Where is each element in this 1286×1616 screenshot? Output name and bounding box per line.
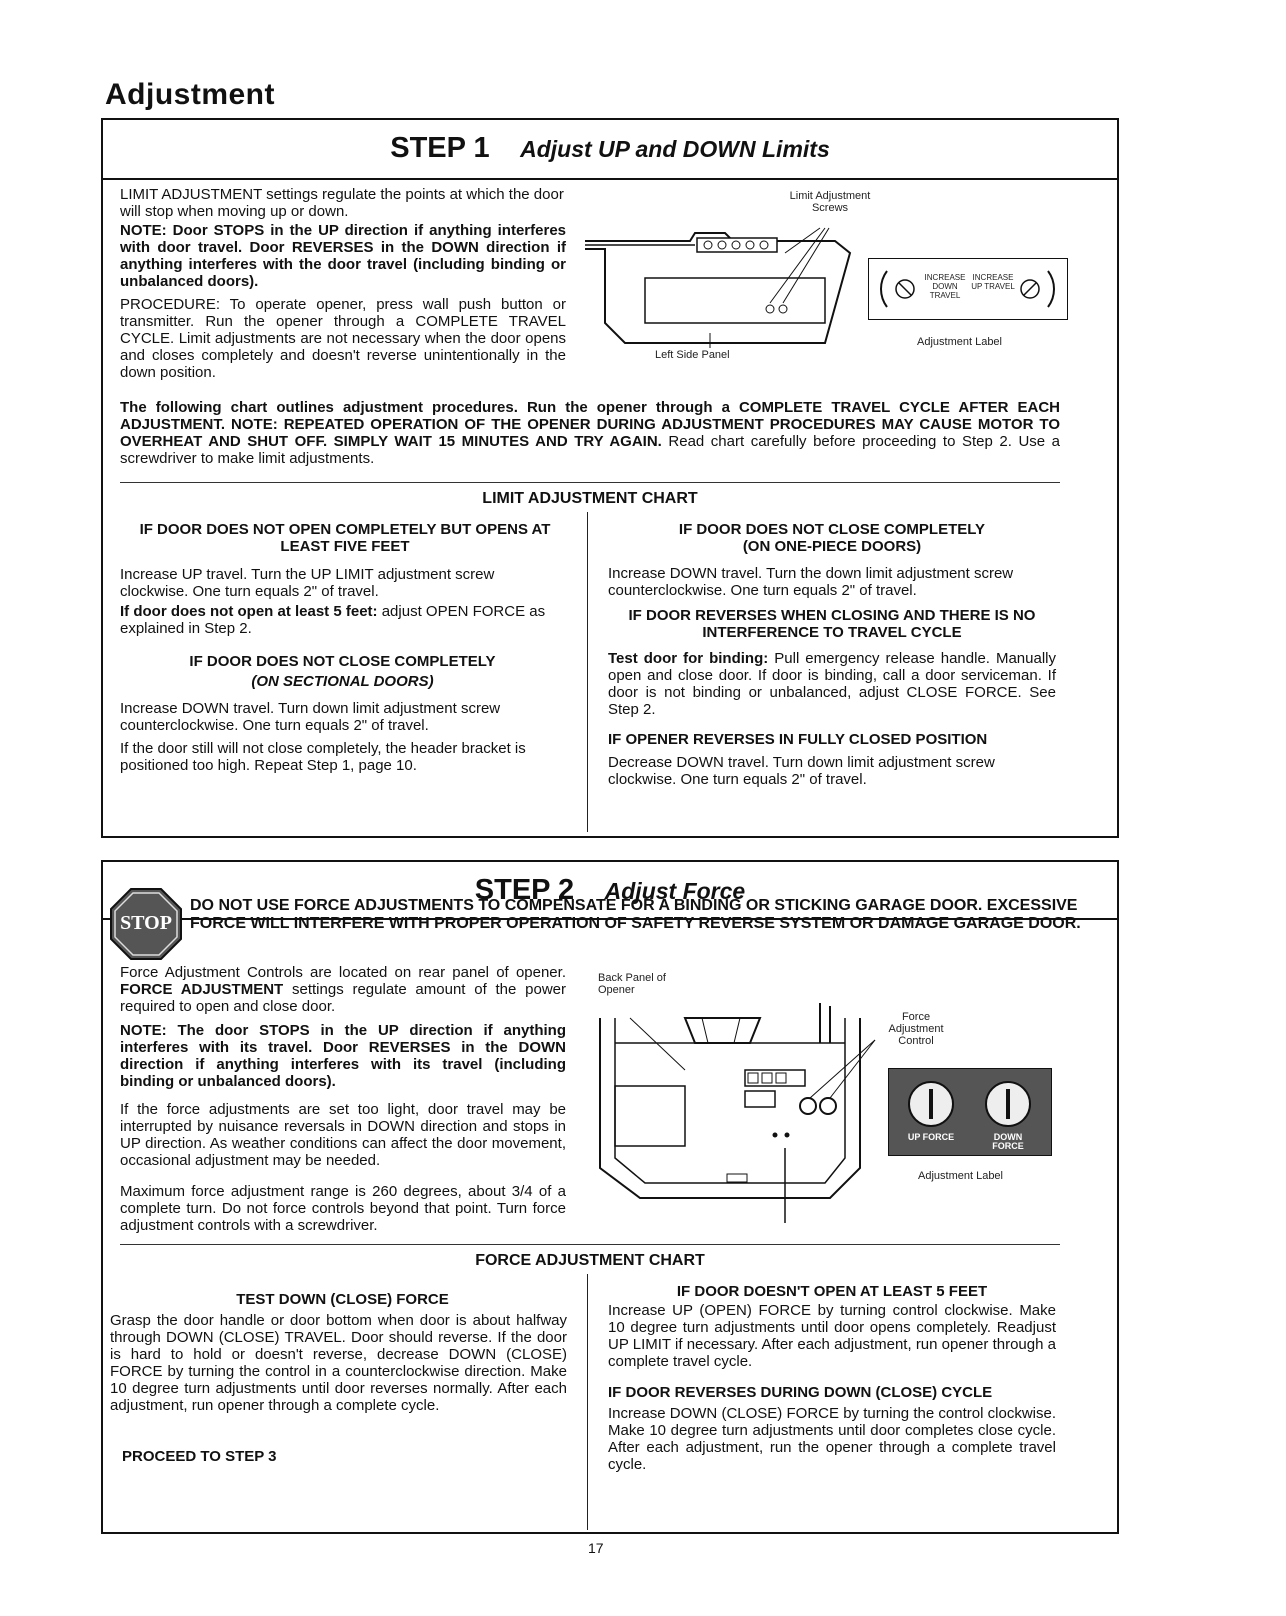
increase-down-travel-text: INCREASE DOWN TRAVEL [924, 273, 966, 300]
back-panel-figure [590, 998, 880, 1228]
stop-sign-text: STOP [120, 912, 172, 934]
limit-adjustment-label-caption: Adjustment Label [917, 336, 1002, 348]
step1-subtitle: Adjust UP and DOWN Limits [520, 136, 830, 162]
force-knob-left-icon [800, 1098, 816, 1114]
page-number: 17 [588, 1540, 604, 1556]
force-right-para-1: Increase UP (OPEN) FORCE by turning control clockwise. Make 10 degree turn adjustments until door opens completely. Readjust UP LIMIT if necessary. After each adjustment, run opener through a complete travel cycle. [608, 1302, 1056, 1370]
limit-left-para-2-bold: If door does not open at least 5 feet: [120, 603, 378, 620]
force-adjustment-label [888, 1068, 1052, 1156]
proceed-to-step3: PROCEED TO STEP 3 [122, 1448, 277, 1465]
force-adjustment-label-caption: Adjustment Label [918, 1170, 1003, 1182]
force-right-para-2: Increase DOWN (CLOSE) FORCE by turning the control clockwise. Make 10 degree turn adjustments until door completes close cycle. After each adjustment, run the opener through a complete travel cycle. [608, 1405, 1056, 1473]
limit-right-para-3: Decrease DOWN travel. Turn down limit adjustment screw clockwise. One turn equals 2" of travel. [608, 754, 995, 788]
limit-adjustment-label [868, 258, 1068, 320]
chart-intro-bold: The following chart outlines adjustment procedures. Run the opener through a COMPLETE TRAVEL CYCLE AFTER EACH ADJUSTMENT. NOTE: REPEATED OPERATION OF THE OPENER DURING ADJUSTMENT PROCEDURES MAY CAUSE MOTOR TO OVERHEAT AND SHUT OFF. SIMPLY WAIT 15 MINUTES AND TRY AGAIN. [120, 399, 1060, 450]
limit-left-para-1: Increase UP travel. Turn the UP LIMIT adjustment screw clockwise. One turn equals 2" of travel. [120, 566, 495, 600]
limit-left-heading-2b: (ON SECTIONAL DOORS) [251, 673, 434, 690]
stop-sign-icon [110, 888, 182, 960]
step1-chart-intro [120, 399, 1060, 467]
step2-divider [120, 1244, 1060, 1245]
limit-left-para-2 [120, 603, 565, 637]
step1-intro: LIMIT ADJUSTMENT settings regulate the points at which the door will stop when moving up or down. [120, 186, 564, 220]
limit-chart-column-divider [587, 512, 588, 832]
limit-right-para-2 [608, 650, 1056, 718]
force-para-2: If the force adjustments are set too light, door travel may be interrupted by nuisance reversals in DOWN direction and stops in UP direction. As weather conditions can affect the door movement, occasional adjustment may be needed. [120, 1101, 566, 1169]
left-side-panel-caption: Left Side Panel [655, 349, 730, 361]
limit-left-heading-1: IF DOOR DOES NOT OPEN COMPLETELY BUT OPENS AT LEAST FIVE FEET [139, 521, 551, 555]
limit-left-para-3: Increase DOWN travel. Turn down limit adjustment screw counterclockwise. One turn equals 2" of travel. [120, 700, 501, 734]
force-left-heading: TEST DOWN (CLOSE) FORCE [236, 1291, 449, 1308]
limit-chart-title: LIMIT ADJUSTMENT CHART [482, 490, 698, 507]
force-knob-right-icon [820, 1098, 836, 1114]
step1-note: NOTE: Door STOPS in the UP direction if anything interferes with door travel. Door REVERSES in the DOWN direction if anything interferes with the door travel (including binding or unbalanced doors). [120, 222, 566, 290]
page-title: Adjustment [105, 78, 275, 111]
step1-divider [120, 482, 1060, 483]
up-force-text: UP FORCE [907, 1132, 955, 1142]
force-right-heading-1: IF DOOR DOESN'T OPEN AT LEAST 5 FEET [676, 1283, 988, 1300]
down-force-text: DOWN FORCE [992, 1132, 1024, 1151]
force-chart-title: FORCE ADJUSTMENT CHART [475, 1252, 705, 1269]
step2-subtitle: Adjust Force [604, 878, 746, 904]
limit-right-heading-2: IF DOOR REVERSES WHEN CLOSING AND THERE IS NO INTERFERENCE TO TRAVEL CYCLE [628, 607, 1036, 641]
force-chart-column-divider [587, 1274, 588, 1530]
force-para-1-b: FORCE ADJUSTMENT [120, 981, 284, 998]
force-warning: DO NOT USE FORCE ADJUSTMENTS TO COMPENSATE FOR A BINDING OR STICKING GARAGE DOOR. EXCESSIVE FORCE WILL INTERFERE WITH PROPER OPERATION OF SAFETY REVERSE SYSTEM OR DAMAGE GARAGE DOOR. [190, 897, 1081, 932]
step1-header [103, 120, 1117, 180]
limit-right-para-2-text: Pull emergency release handle. Manually open and close door. If door is binding, call a door serviceman. If door is not binding or unbalanced, adjust CLOSE FORCE. See Step 2. [608, 650, 1057, 718]
limit-right-heading-3: IF OPENER REVERSES IN FULLY CLOSED POSITION [608, 731, 988, 748]
limit-right-heading-1: IF DOOR DOES NOT CLOSE COMPLETELY [678, 521, 986, 538]
back-panel-caption: Back Panel of Opener [598, 972, 666, 996]
force-left-para: Grasp the door handle or door bottom when door is about halfway through DOWN (CLOSE) TRAVEL. Door should reverse. If the door is hard to hold or doesn't reverse, decrease DOWN (CLOSE) FORCE by turning the control in a counterclockwise direction. Make 10 degree turn adjustments until door reverses normally. After each adjustment, run opener through a complete cycle. [110, 1312, 567, 1414]
limit-screws-caption: Limit Adjustment Screws [789, 190, 871, 214]
force-note: NOTE: The door STOPS in the UP direction if anything interferes with its travel. Door REVERSES in the DOWN direction if anything interferes with its travel (including binding or unbalanced doors). [120, 1022, 566, 1090]
force-para-1-c: settings regulate amount of the power required to open and close door. [120, 981, 566, 1015]
step1-label: STEP 1 [390, 132, 490, 164]
limit-right-heading-1b: (ON ONE-PIECE DOORS) [742, 538, 922, 555]
chart-intro-plain: Read chart carefully before proceeding to Step 2. Use a screwdriver to make limit adjustments. [120, 433, 1060, 467]
limit-left-para-2-text: adjust OPEN FORCE as explained in Step 2. [120, 603, 546, 637]
increase-up-travel-text: INCREASE UP TRAVEL [971, 273, 1015, 291]
force-para-1-a: Force Adjustment Controls are located on rear panel of opener. [120, 964, 566, 981]
step2-label: STEP 2 [474, 874, 575, 906]
step1-procedure: PROCEDURE: To operate opener, press wall push button or transmitter. Run the opener through a COMPLETE TRAVEL CYCLE. Limit adjustments are not necessary when the door opens and closes completely and doesn't reverse unintentionally in the down position. [120, 296, 566, 381]
limit-left-para-4: If the door still will not close completely, the header bracket is positioned too high. Repeat Step 1, page 10. [120, 740, 526, 774]
force-para-1 [120, 964, 566, 1015]
force-control-caption: Force Adjustment Control [888, 1011, 944, 1047]
force-para-3: Maximum force adjustment range is 260 degrees, about 3/4 of a complete turn. Do not force controls beyond that point. Turn force adjustment controls with a screwdriver. [120, 1183, 566, 1234]
limit-left-heading-2: IF DOOR DOES NOT CLOSE COMPLETELY [189, 653, 496, 670]
force-right-heading-2: IF DOOR REVERSES DURING DOWN (CLOSE) CYCLE [608, 1384, 993, 1401]
limit-right-para-1: Increase DOWN travel. Turn the down limit adjustment screw counterclockwise. One turn equals 2" of travel. [608, 565, 1014, 599]
limit-right-para-2-bold: Test door for binding: [608, 650, 769, 667]
